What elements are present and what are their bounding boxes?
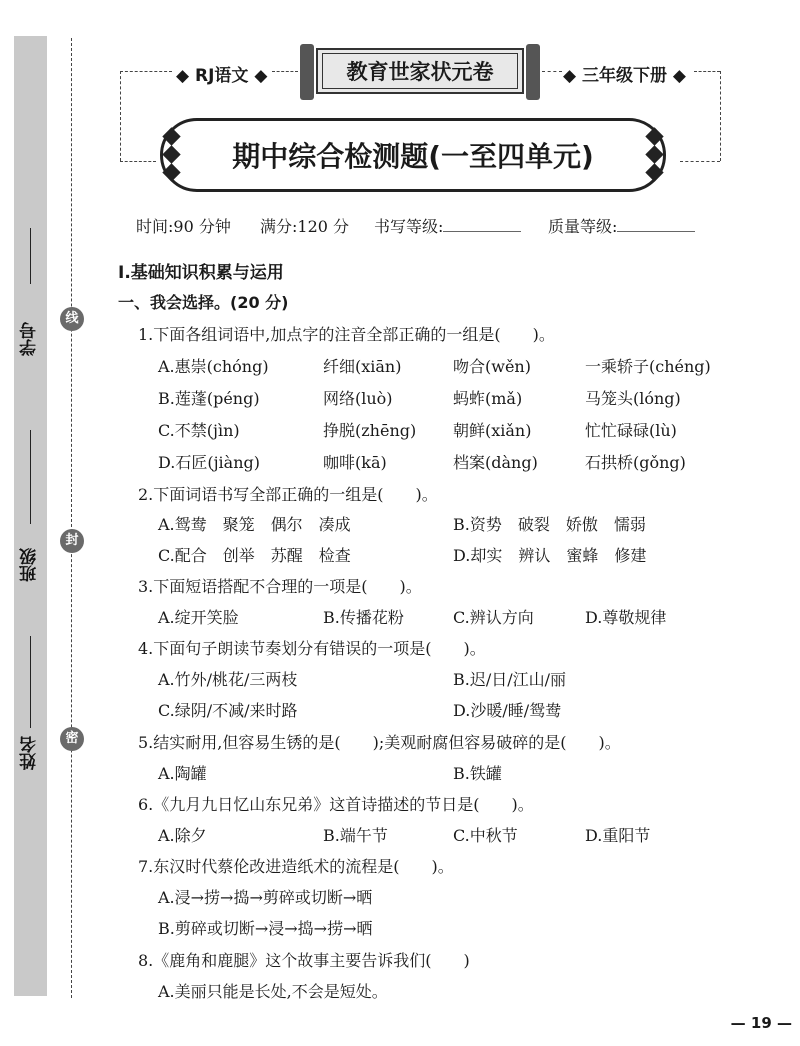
seal-seal-mark: 封 [60,529,84,553]
series-title: 教育世家状元卷 [322,53,518,89]
q6-option-a: A.除夕 [158,826,207,845]
q6-option-d: D.重阳节 [585,826,651,845]
q4-option-c: C.绿阴/不减/来时路 [158,701,298,720]
seal-secret-mark: 密 [60,727,84,751]
part-heading: 一、我会选择。(20 分) [118,293,289,312]
q1-option: 忙忙碌碌(lù) [585,421,677,440]
q3-option-d: D.尊敬规律 [585,608,667,627]
q1-option: A.惠崇(chóng) [158,357,269,376]
exam-title-banner [160,118,666,192]
q7-option-a: A.浸→捞→捣→剪碎或切断→晒 [158,888,373,907]
student-id-line [30,228,31,284]
q1-option: 档案(dàng) [453,453,538,472]
question-1: 1.下面各组词语中,加点字的注音全部正确的一组是( )。 [138,325,555,344]
student-id-label: 学号 [20,322,40,356]
q4-option-a: A.竹外/桃花/三两枝 [158,670,298,689]
header-dash-left-v [120,71,121,161]
question-7: 7.东汉时代蔡伦改进造纸术的流程是( )。 [138,857,454,876]
name-label: 姓名 [20,736,40,770]
q2-option-c: C.配合 创举 苏醒 检查 [158,546,351,565]
writing-grade: 书写等级: [374,214,521,237]
q1-option: 网络(luò) [323,389,393,408]
class-line [30,430,31,524]
q1-option: 一乘轿子(chéng) [585,357,711,376]
header-dash-left-b [120,161,156,162]
question-6: 6.《九月九日忆山东兄弟》这首诗描述的节日是( )。 [138,795,534,814]
writing-grade-field[interactable] [443,217,521,232]
q1-option: 纤细(xiān) [323,357,402,376]
q3-option-a: A.绽开笑脸 [158,608,239,627]
q6-option-b: B.端午节 [323,826,388,845]
question-2: 2.下面词语书写全部正确的一组是( )。 [138,485,438,504]
q8-option-a: A.美丽只能是长处,不会是短处。 [158,982,388,1001]
q1-option: 朝鲜(xiǎn) [453,421,532,440]
header-dash-left [120,71,172,72]
name-line [30,636,31,728]
q3-option-c: C.辨认方向 [453,608,534,627]
header-dash-mid-left [272,71,298,72]
score-info: 满分:120 分 [260,217,350,236]
subject-tag: ◆ RJ语文 ◆ [176,66,268,86]
question-8: 8.《鹿角和鹿腿》这个故事主要告诉我们( ) [138,951,470,970]
q5-option-b: B.铁罐 [453,764,502,783]
header-dash-right-v [720,71,721,161]
q1-option: B.莲蓬(péng) [158,389,260,408]
q5-option-a: A.陶罐 [158,764,207,783]
question-3: 3.下面短语搭配不合理的一项是( )。 [138,577,422,596]
q2-option-b: B.资势 破裂 娇傲 懦弱 [453,515,646,534]
q1-option: 马笼头(lóng) [585,389,681,408]
q7-option-b: B.剪碎或切断→浸→捣→捞→晒 [158,919,373,938]
cut-line [71,38,72,998]
series-scroll [300,44,540,100]
question-4: 4.下面句子朗读节奏划分有错误的一项是( )。 [138,639,486,658]
time-info: 时间:90 分钟 [136,217,231,236]
page-number: — 19 — [730,1014,792,1032]
q1-option: C.不禁(jìn) [158,421,240,440]
seal-line-mark: 线 [60,307,84,331]
header-dash-right [694,71,720,72]
q1-option: D.石匠(jiàng) [158,453,260,472]
q3-option-b: B.传播花粉 [323,608,404,627]
q1-option: 蚂蚱(mǎ) [453,389,523,408]
grade-tag: ◆ 三年级下册 ◆ [563,66,686,86]
header-dash-mid-right [542,71,562,72]
class-label: 班级 [20,548,40,582]
q1-option: 吻合(wěn) [453,357,531,376]
quality-grade-field[interactable] [617,217,695,232]
q1-option: 石拱桥(gǒng) [585,453,686,472]
q2-option-d: D.却实 辨认 蜜蜂 修建 [453,546,647,565]
q6-option-c: C.中秋节 [453,826,518,845]
section-heading: Ⅰ.基础知识积累与运用 [118,263,284,283]
q4-option-b: B.迟/日/江山/丽 [453,670,567,689]
q1-option: 咖啡(kā) [323,453,387,472]
q2-option-a: A.鸳鸯 聚笼 偶尔 凑成 [158,515,351,534]
question-5: 5.结实耐用,但容易生锈的是( );美观耐腐但容易破碎的是( )。 [138,733,621,752]
exam-title: 期中综合检测题(一至四单元) [232,140,594,173]
q1-option: 挣脱(zhēng) [323,421,417,440]
q4-option-d: D.沙暖/睡/鸳鸯 [453,701,562,720]
quality-grade: 质量等级: [548,214,695,237]
header-dash-right-b [680,161,720,162]
